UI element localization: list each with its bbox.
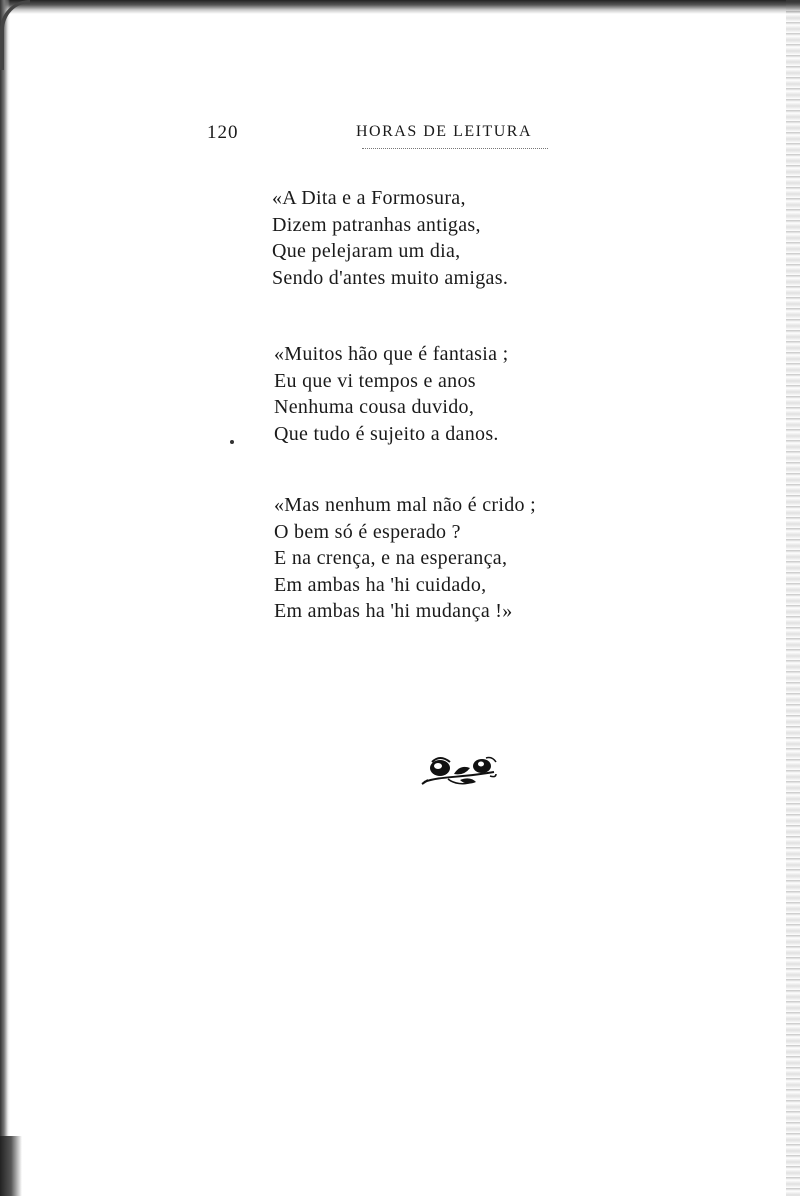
page-number: 120	[207, 122, 239, 143]
poem-line: E na crença, e na esperança,	[274, 547, 508, 569]
running-head: HORAS DE LEITURA	[356, 123, 532, 140]
poem-line: Que tudo é sujeito a danos.	[274, 422, 499, 445]
scan-edge-right	[786, 0, 800, 1196]
poem-line: Em ambas ha 'hi mudança !»	[274, 600, 513, 622]
stanza-2	[274, 341, 508, 447]
scan-edge-top	[0, 0, 800, 14]
poem-line: Dizem patranhas antigas,	[272, 213, 481, 236]
poem-line: O bem só é esperado ?	[274, 520, 461, 543]
poem-line: Nenhuma cousa duvido,	[274, 396, 475, 418]
page-header	[0, 122, 800, 152]
scan-edge-left	[0, 0, 10, 1196]
scan-edge-bottom-left	[0, 1136, 22, 1196]
stanza-3	[274, 492, 536, 625]
poem-line: Eu que vi tempos e anos	[274, 369, 476, 392]
stray-ink-mark	[230, 440, 234, 444]
poem-line: Sendo d'antes muito amigas.	[272, 266, 509, 289]
stanza-1	[272, 185, 508, 291]
poem-line: «Mas nenhum mal não é crido ;	[274, 494, 536, 516]
poem-line: «Muitos hão que é fantasia ;	[274, 343, 509, 365]
poem-line: Em ambas ha 'hi cuidado,	[274, 573, 487, 596]
poem-line: Que pelejaram um dia,	[272, 240, 461, 262]
poem-line: «A Dita e a Formosura,	[272, 187, 466, 209]
floral-ornament-icon	[420, 752, 498, 788]
header-rule	[362, 148, 548, 149]
